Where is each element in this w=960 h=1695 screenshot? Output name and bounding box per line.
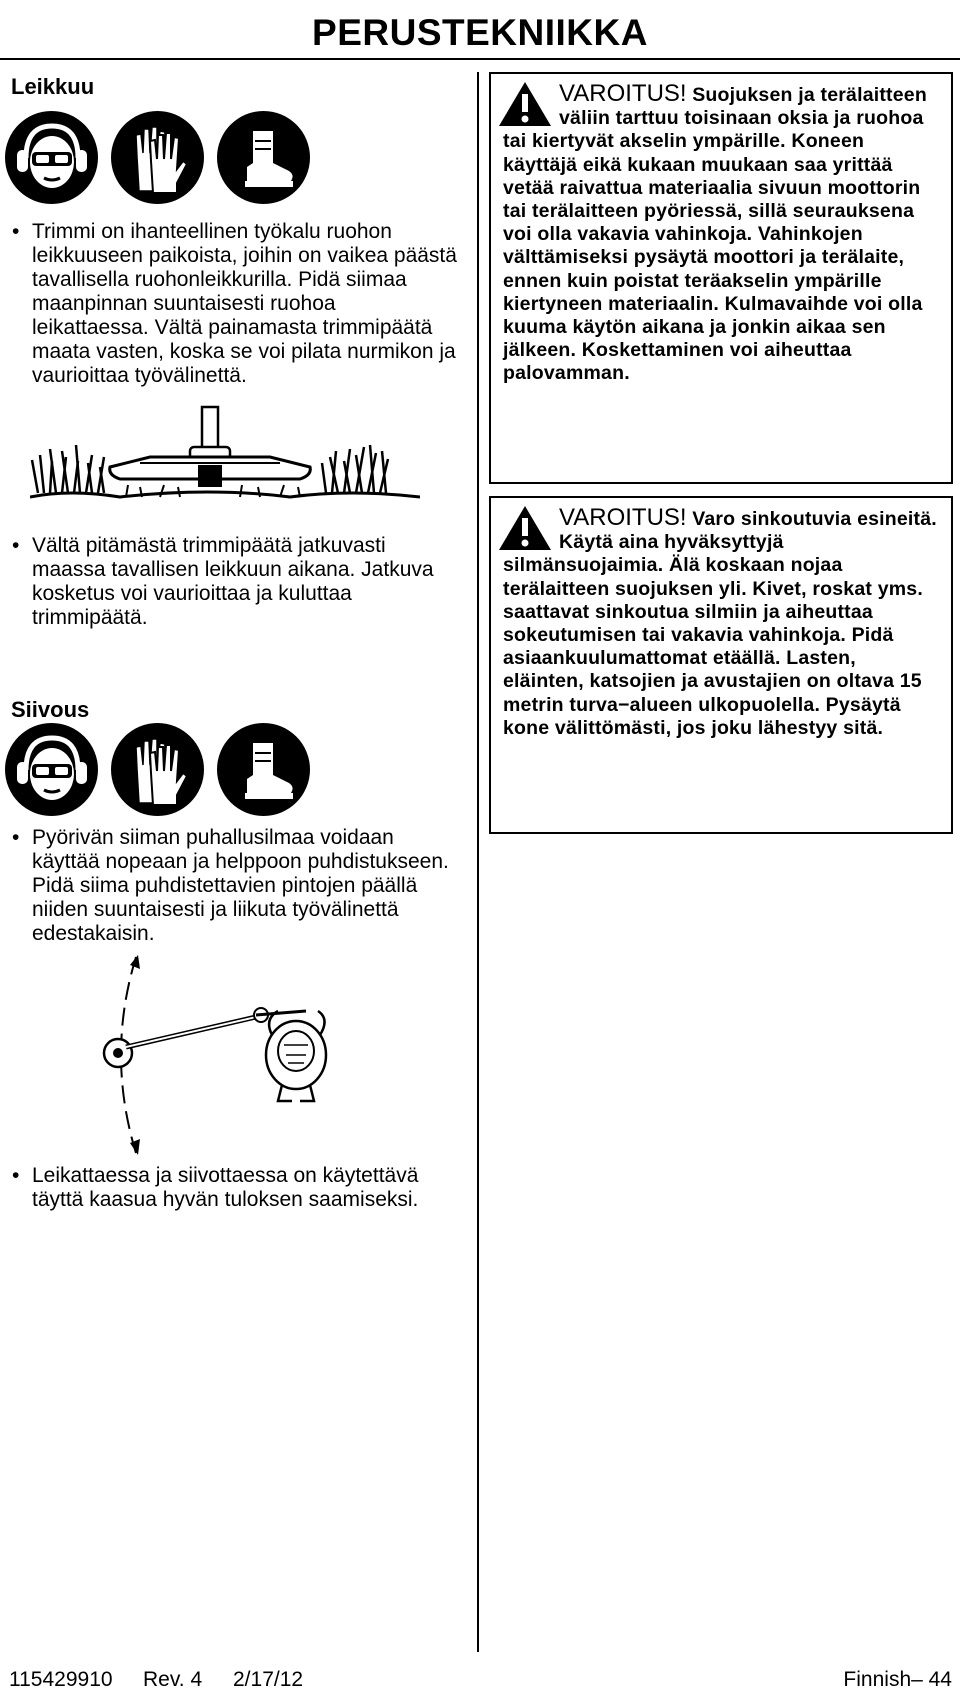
warning-triangle-icon <box>497 80 553 128</box>
warning-box-2 <box>489 496 953 834</box>
footer-doc-number: 115429910 <box>9 1668 113 1691</box>
footer-page-number: Finnish– 44 <box>843 1668 952 1691</box>
warning-box-1 <box>489 72 953 484</box>
bullet-text: Trimmi on ihanteellinen työkalu ruohon leikkuuseen paikoista, joihin on vaikea päästä tavallisella ruohonleikkurilla. Pidä siimaa maanpinnan suuntaisesti ruohoa leikattaessa. Vältä painamasta trimmipäätä maata vasten, koska se voi pilata nurmikon ja vaurioittaa työvälinettä. <box>32 220 457 387</box>
warning-label: VAROITUS! <box>559 504 687 531</box>
bullet-text: Vältä pitämästä trimmipäätä jatkuvasti maassa tavallisen leikkuun aikana. Jatkuva kosketus voi vaurioittaa ja kuluttaa trimmipäätä. <box>32 534 434 629</box>
warning-text: Suojuksen ja terälaitteen väliin tarttuu toisinaan oksia ja ruohoa tai kiertyvät akselin ympärille. Koneen käyttäjä eikä kukaan muukaan saa yrittää vetää raivattua materiaalia sivuun moottorin tai terälaitteen pyöriessä, sillä seurauksena voi olla vakavia vahinkoja. Vahinkojen välttämiseksi pysäytä moottori ja terälaite, ennen kuin poistat teräakselin ympärille kiertyneen materiaalin. Kulmavaihde voi olla kuuma käytön aikana ja jonkin aikaa sen jälkeen. Koskettaminen voi aiheuttaa palovamman. <box>503 84 927 385</box>
bullet-cutting-1 <box>12 220 457 388</box>
page-header-title: PERUSTEKNIIKKA <box>312 12 648 53</box>
warning-label: VAROITUS! <box>559 80 687 107</box>
face-ear-protection-icon <box>5 111 98 204</box>
boot-icon <box>217 111 310 204</box>
bullet-cutting-2 <box>12 534 457 630</box>
bullet-dot: • <box>12 220 20 243</box>
trimmer-head-grass-illustration <box>30 405 420 520</box>
footer-revision: Rev. 4 <box>143 1668 203 1691</box>
section-heading-cutting: Leikkuu <box>11 74 95 99</box>
boot-icon <box>217 723 310 816</box>
gloves-icon <box>111 111 204 204</box>
gloves-icon <box>111 723 204 816</box>
ppe-icon-row-cleaning <box>5 723 310 816</box>
bullet-text: Pyörivän siiman puhallusilmaa voidaan käyttää nopeaan ja helppoon puhdistukseen. Pidä siima puhdistettavien pintojen päällä niiden suuntaisesti ja liikuta työvälinettä edestakaisin. <box>32 826 449 945</box>
bullet-cleaning-1 <box>12 826 457 946</box>
bullet-dot: • <box>12 534 20 557</box>
footer-date: 2/17/12 <box>233 1668 304 1691</box>
bullet-text: Leikattaessa ja siivottaessa on käytettävä täyttä kaasua hyvän tuloksen saamiseksi. <box>32 1164 419 1211</box>
face-ear-protection-icon <box>5 723 98 816</box>
column-divider <box>477 72 479 1652</box>
bullet-dot: • <box>12 1164 20 1187</box>
operator-sweeping-illustration <box>96 955 356 1160</box>
bullet-cleaning-2 <box>12 1164 457 1212</box>
warning-text: Varo sinkoutuvia esineitä. Käytä aina hyväksyttyjä silmänsuojaimia. Älä koskaan nojaa terälaitteen suojuksen yli. Kivet, roskat yms. saattavat sinkoutua silmiin ja aiheuttaa sokeutumisen tai vakavia vahinkoja. Pidä asiaankuulumattomat etäällä. Lasten, eläinten, katsojien ja avustajien on oltava 15 metrin turva−alueen ulkopuolella. Pysäytä kone välittömästi, jos joku lähestyy sitä. <box>503 508 937 739</box>
section-heading-cleaning: Siivous <box>11 697 90 722</box>
ppe-icon-row-cutting <box>5 111 310 204</box>
bullet-dot: • <box>12 826 20 849</box>
header-rule <box>0 58 960 60</box>
warning-triangle-icon <box>497 504 553 552</box>
